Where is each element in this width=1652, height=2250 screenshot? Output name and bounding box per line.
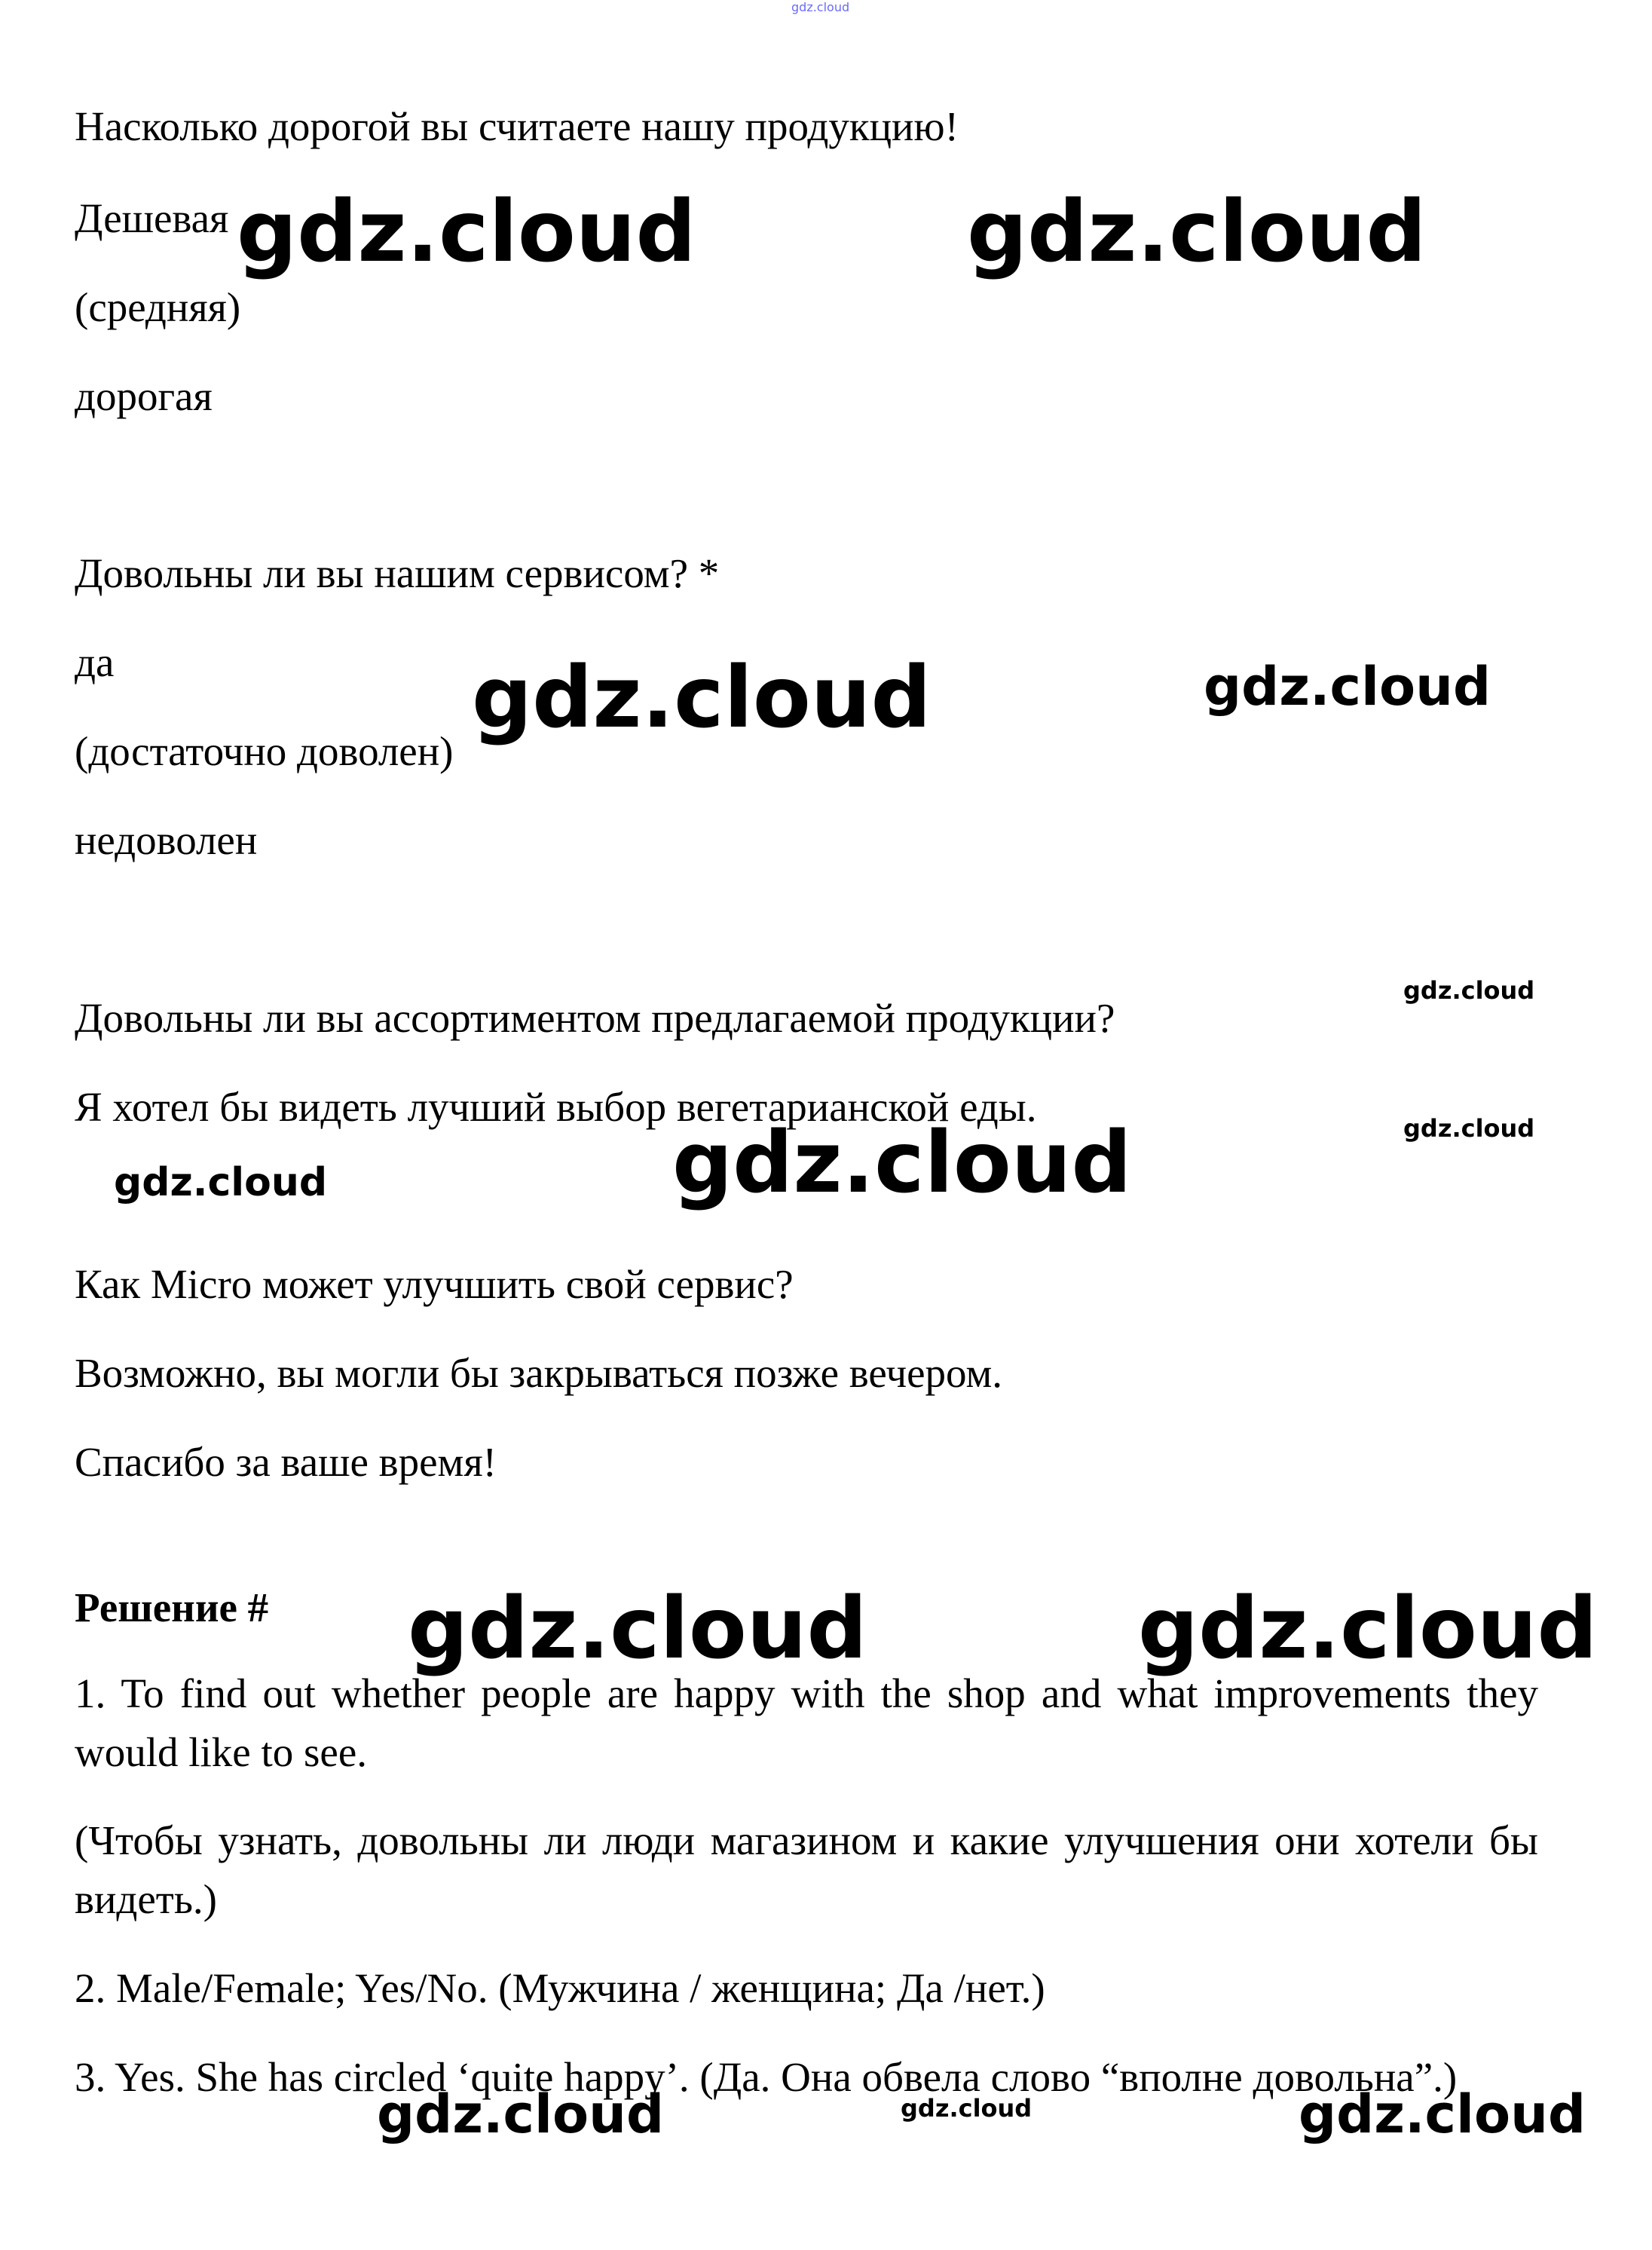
service-option-unhappy: недоволен [75,817,258,863]
watermark-logo: gdz.cloud [901,2094,1032,2123]
watermark-logo: gdz.cloud [672,1114,1132,1212]
watermark-logo: gdz.cloud [1403,1114,1535,1143]
solution-answer-3: 3. Yes. She has circled ‘quite happy’. (Да. Она обвела слово “вполне довольна”.) [75,2054,1458,2100]
price-option-expensive: дорогая [75,373,213,419]
solution-answer-2: 2. Male/Female; Yes/No. (Мужчина / женщина; Да /нет.) [75,1965,1045,2011]
price-option-cheap: Дешевая [75,195,229,241]
answer-improve: Возможно, вы могли бы закрываться позже вечером. [75,1350,1003,1396]
watermark-logo: gdz.cloud [1204,656,1491,718]
question-service: Довольны ли вы нашим сервисом? * [75,550,720,596]
header-watermark: gdz.cloud [791,0,850,14]
watermark-logo: gdz.cloud [472,649,932,747]
question-range: Довольны ли вы ассортиментом предлагаемой продукции? [75,995,1115,1041]
watermark-logo: gdz.cloud [967,183,1427,281]
question-price: Насколько дорогой вы считаете нашу продукцию! [75,103,959,149]
watermark-logo: gdz.cloud [114,1160,328,1205]
thanks-line: Спасибо за ваше время! [75,1439,497,1485]
solution-heading: Решение # [75,1584,269,1630]
watermark-logo: gdz.cloud [1403,976,1535,1005]
watermark-logo: gdz.cloud [1138,1580,1598,1678]
watermark-logo: gdz.cloud [377,2083,665,2145]
solution-answer-1: 1. To find out whether people are happy with the shop and what improvements they would like to see. [75,1670,1538,1775]
price-option-medium: (средняя) [75,284,241,330]
answer-range: Я хотел бы видеть лучший выбор вегетарианской еды. [75,1084,1037,1130]
solution-answer-1-ru: (Чтобы узнать, довольны ли люди магазином и какие улучшения они хотели бы видеть.) [75,1817,1538,1922]
watermark-logo: gdz.cloud [237,183,696,281]
question-improve: Как Micro может улучшить свой сервис? [75,1261,794,1307]
service-option-quite: (достаточно доволен) [75,728,454,774]
watermark-logo: gdz.cloud [1299,2083,1586,2145]
watermark-logo: gdz.cloud [408,1580,867,1678]
service-option-yes: да [75,639,115,685]
